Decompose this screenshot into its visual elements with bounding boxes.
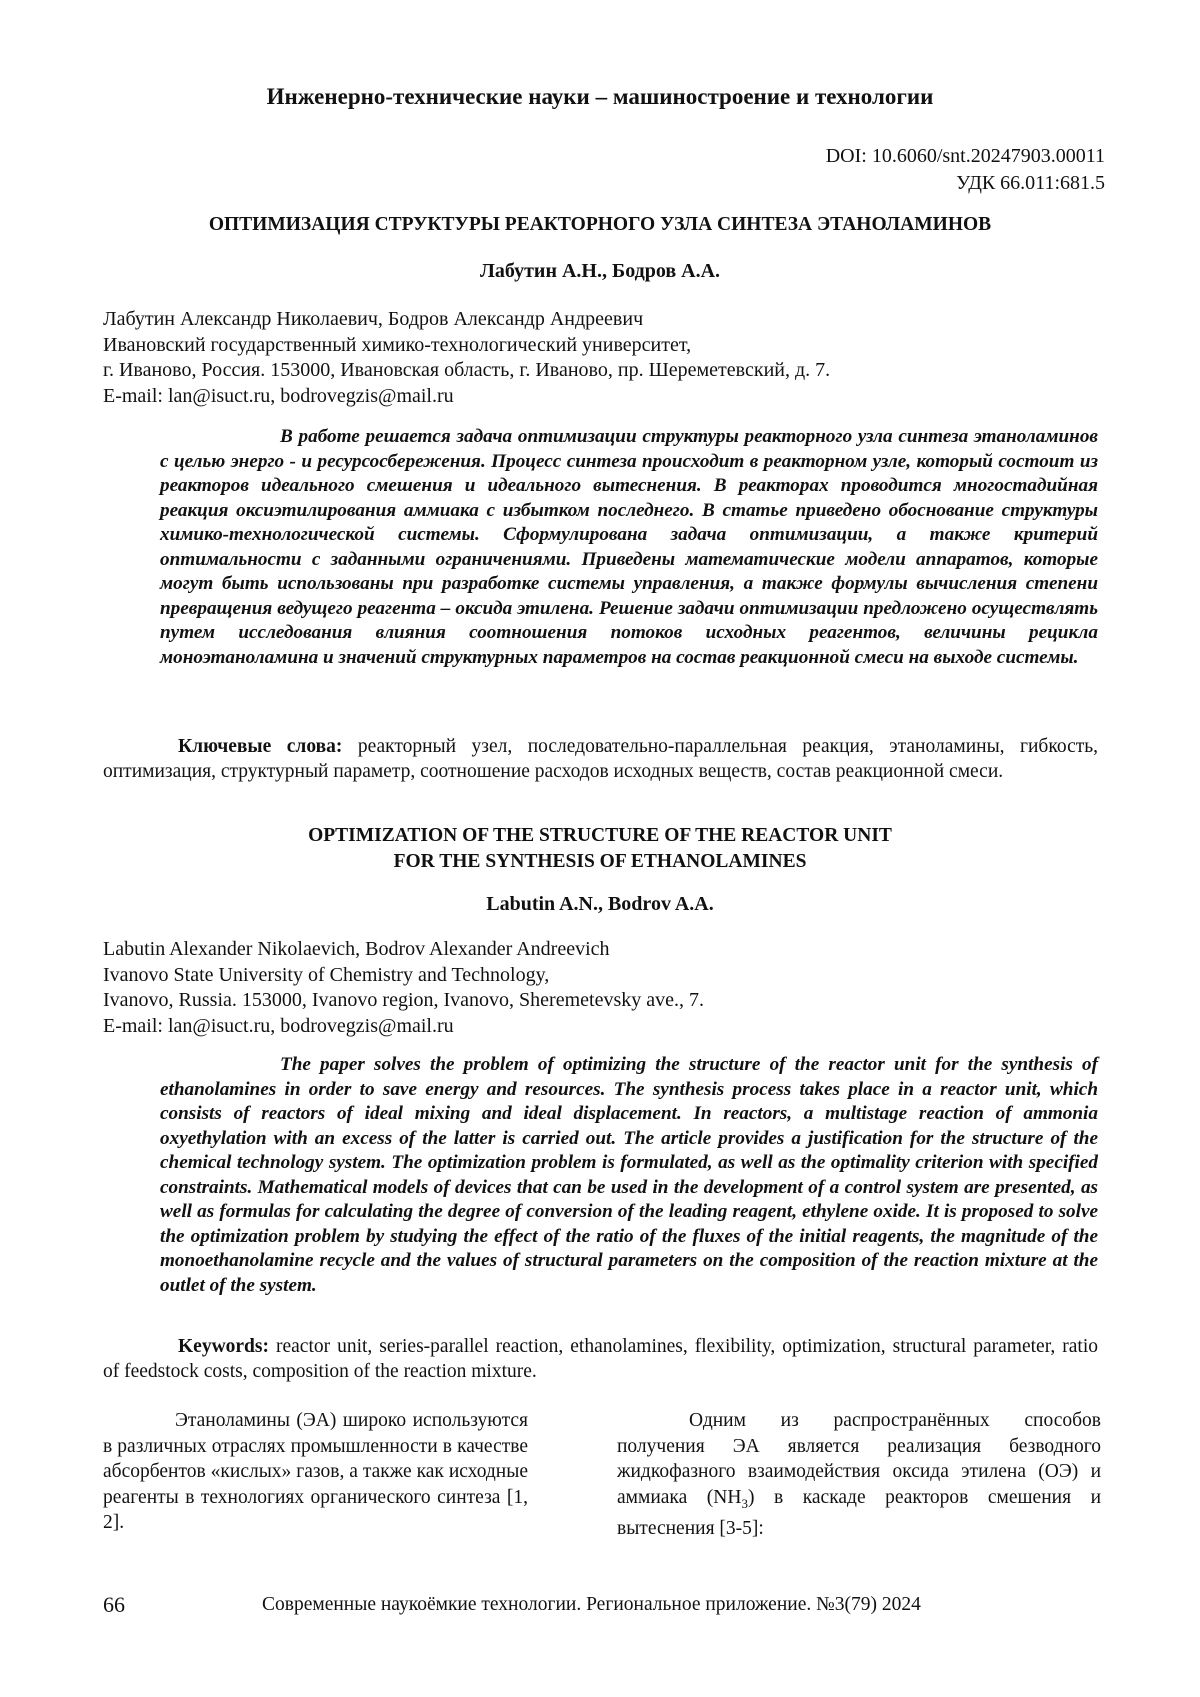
body-right-text-1: Одним из распространённых способов получения ЭА является реализация безводного жидкофазного взаимодействия оксида этилена (ОЭ) и аммиака (NH — [617, 1410, 1101, 1508]
en-keywords — [103, 1334, 1098, 1384]
en-affiliation-email: E-mail: lan@isuct.ru, bodrovegzis@mail.ru — [103, 1014, 454, 1037]
body-left-column: Этаноламины (ЭА) широко используются в различных отраслях промышленности в качестве абсорбентов «кислых» газов, а также как исходные реагенты в технологиях органического синтеза [1, 2]. — [103, 1410, 528, 1533]
body-right-column — [617, 1408, 1101, 1541]
ru-keywords-label: Ключевые слова: — [178, 736, 343, 757]
ru-authors: Лабутин А.Н., Бодров А.А. — [479, 260, 721, 282]
ru-affiliation-names: Лабутин Александр Николаевич, Бодров Александр Андреевич — [103, 308, 644, 330]
section-header: Инженерно-технические науки – машиностроение и технологии — [266, 84, 934, 109]
page-number: 66 — [103, 1592, 125, 1617]
en-title-line2: FOR THE SYNTHESIS OF ETHANOLAMINES — [393, 851, 807, 872]
en-affiliation-university: Ivanovo State University of Chemistry and Technology, — [103, 963, 550, 986]
en-keywords-text: reactor unit, series-parallel reaction, ethanolamines, flexibility, optimization, structural parameter, ratio of feedstock costs, composition of the reaction mixture. — [103, 1336, 1098, 1382]
ru-keywords — [103, 734, 1098, 784]
body-right-text-2: ) в каскаде реакторов смешения и вытеснения [3-5]: — [617, 1486, 1102, 1539]
en-affiliation-names: Labutin Alexander Nikolaevich, Bodrov Alexander Andreevich — [103, 938, 610, 960]
body-right-subscript: 3 — [741, 1495, 748, 1511]
article-meta — [826, 143, 1105, 197]
en-abstract: The paper solves the problem of optimizing the structure of the reactor unit for the synthesis of ethanolamines in order to save energy and resources. The synthesis process takes place in a reactor unit, which consists of reactors of ideal mixing and ideal displacement. In reactors, a multistage reaction of ammonia oxyethylation with an excess of the latter is carried out. The article provides a justification for the structure of the chemical technology system. The optimization problem is formulated, as well as the optimality criterion with specified constraints. Mathematical models of devices that can be used in the development of a control system are presented, as well as formulas for calculating the degree of conversion of the leading reagent, ethylene oxide. It is proposed to solve the optimization problem by studying the effect of the ratio of the fluxes of the initial reagents, the magnitude of the monoethanolamine recycle and the values of structural parameters on the composition of the reaction mixture at the outlet of the system. — [160, 1054, 1098, 1296]
en-affiliation-address: Ivanovo, Russia. 153000, Ivanovo region, Ivanovo, Sheremetevsky ave., 7. — [103, 989, 704, 1011]
ru-title: ОПТИМИЗАЦИЯ СТРУКТУРЫ РЕАКТОРНОГО УЗЛА СИНТЕЗА ЭТАНОЛАМИНОВ — [208, 214, 992, 235]
en-authors: Labutin A.N., Bodrov A.A. — [486, 893, 714, 915]
en-affiliation — [103, 937, 704, 1039]
ru-affiliation-university: Ивановский государственный химико-технологический университет, — [103, 333, 692, 356]
en-title-line1: OPTIMIZATION OF THE STRUCTURE OF THE REACTOR UNIT — [308, 825, 892, 846]
ru-abstract: В работе решается задача оптимизации структуры реакторного узла синтеза этаноламинов с целью энерго - и ресурсосбережения. Процесс синтеза происходит в реакторном узле, который состоит из реакторов идеального смешения и идеального вытеснения. В реакторах проводится многостадийная реакция оксиэтилирования аммиака с избытком последнего. В статье приведено обоснование структуры химико-технологической системы. Сформулирована задача оптимизации, а также критерий оптимальности с заданными ограничениями. Приведены математические модели аппаратов, которые могут быть использованы при разработке системы управления, а также формулы вычисления степени превращения ведущего реагента – оксида этилена. Решение задачи оптимизации предложено осуществлять путем исследования влияния соотношения потоков исходных реагентов, величины рецикла моноэтаноламина и значений структурных параметров на состав реакционной смеси на выходе системы. — [160, 426, 1098, 668]
en-title — [95, 823, 1105, 875]
journal-footer: Современные наукоёмкие технологии. Региональное приложение. №3(79) 2024 — [262, 1594, 921, 1615]
ru-affiliation-email: E-mail: lan@isuct.ru, bodrovegzis@mail.ru — [103, 384, 454, 407]
udk: УДК 66.011:681.5 — [956, 172, 1105, 194]
ru-affiliation — [103, 307, 830, 409]
ru-keywords-text: реакторный узел, последовательно-параллельная реакция, этаноламины, гибкость, оптимизация, структурный параметр, соотношение расходов исходных веществ, состав реакционной смеси. — [103, 736, 1099, 782]
ru-affiliation-address: г. Иваново, Россия. 153000, Ивановская область, г. Иваново, пр. Шереметевский, д. 7. — [103, 359, 831, 381]
en-keywords-label: Keywords: — [178, 1336, 269, 1357]
doi: DOI: 10.6060/snt.20247903.00011 — [825, 145, 1105, 167]
